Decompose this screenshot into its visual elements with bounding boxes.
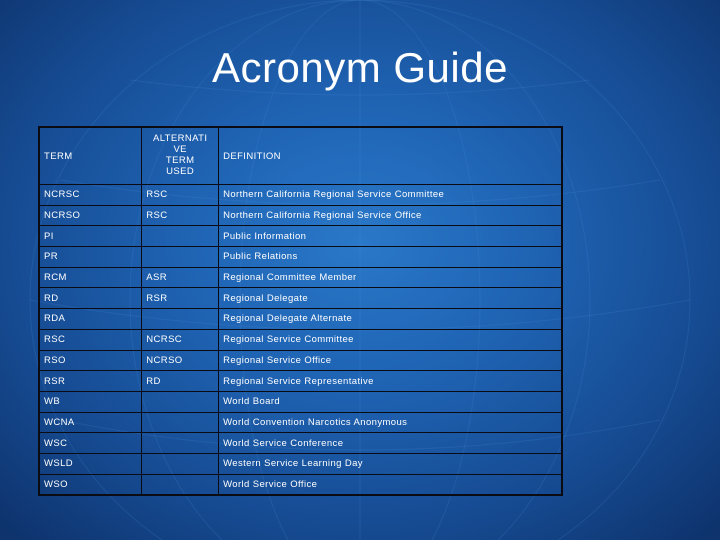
definition-cell: Public Information <box>219 226 562 247</box>
table-row <box>39 267 562 288</box>
term-cell: NCRSC <box>39 185 142 206</box>
alt-term-cell <box>142 309 219 330</box>
header-alternative-term <box>142 127 219 185</box>
alt-term-cell: RSC <box>142 185 219 206</box>
term-cell: NCRSO <box>39 205 142 226</box>
table-row <box>39 433 562 454</box>
definition-cell: Regional Delegate <box>219 288 562 309</box>
table-row <box>39 247 562 268</box>
term-cell: WSO <box>39 474 142 495</box>
definition-cell: World Convention Narcotics Anonymous <box>219 412 562 433</box>
table-row <box>39 288 562 309</box>
header-alt-line: USED <box>166 166 195 177</box>
table-row <box>39 226 562 247</box>
alt-term-cell <box>142 412 219 433</box>
header-term: TERM <box>39 127 142 185</box>
definition-cell: Regional Service Representative <box>219 371 562 392</box>
term-cell: RSR <box>39 371 142 392</box>
acronym-table <box>38 126 563 496</box>
table-row <box>39 205 562 226</box>
header-alt-line: VE <box>173 144 187 155</box>
table-row <box>39 474 562 495</box>
table-row <box>39 185 562 206</box>
definition-cell: Regional Committee Member <box>219 267 562 288</box>
term-cell: PR <box>39 247 142 268</box>
table-header-row <box>39 127 562 185</box>
definition-cell: Regional Delegate Alternate <box>219 309 562 330</box>
alt-term-cell: ASR <box>142 267 219 288</box>
table-row <box>39 309 562 330</box>
table-row <box>39 412 562 433</box>
header-definition: DEFINITION <box>219 127 562 185</box>
term-cell: RCM <box>39 267 142 288</box>
term-cell: WSC <box>39 433 142 454</box>
table-row <box>39 371 562 392</box>
definition-cell: Northern California Regional Service Committee <box>219 185 562 206</box>
definition-cell: World Service Office <box>219 474 562 495</box>
page-title: Acronym Guide <box>212 44 508 91</box>
alt-term-cell: NCRSC <box>142 329 219 350</box>
term-cell: RSC <box>39 329 142 350</box>
term-cell: RSO <box>39 350 142 371</box>
term-cell: WSLD <box>39 453 142 474</box>
alt-term-cell: RSR <box>142 288 219 309</box>
term-cell: PI <box>39 226 142 247</box>
header-alt-line: ALTERNATI <box>152 133 208 144</box>
definition-cell: Western Service Learning Day <box>219 453 562 474</box>
term-cell: WCNA <box>39 412 142 433</box>
definition-cell: Public Relations <box>219 247 562 268</box>
definition-cell: Regional Service Committee <box>219 329 562 350</box>
alt-term-cell <box>142 433 219 454</box>
alt-term-cell: NCRSO <box>142 350 219 371</box>
definition-cell: Northern California Regional Service Office <box>219 205 562 226</box>
table-row <box>39 329 562 350</box>
alt-term-cell <box>142 226 219 247</box>
definition-cell: World Service Conference <box>219 433 562 454</box>
table-row <box>39 453 562 474</box>
alt-term-cell <box>142 247 219 268</box>
alt-term-cell: RSC <box>142 205 219 226</box>
term-cell: RDA <box>39 309 142 330</box>
alt-term-cell <box>142 453 219 474</box>
term-cell: WB <box>39 391 142 412</box>
definition-cell: World Board <box>219 391 562 412</box>
alt-term-cell: RD <box>142 371 219 392</box>
alt-term-cell <box>142 391 219 412</box>
definition-cell: Regional Service Office <box>219 350 562 371</box>
term-cell: RD <box>39 288 142 309</box>
table-row <box>39 350 562 371</box>
alt-term-cell <box>142 474 219 495</box>
table-row <box>39 391 562 412</box>
header-alt-line: TERM <box>165 155 195 166</box>
